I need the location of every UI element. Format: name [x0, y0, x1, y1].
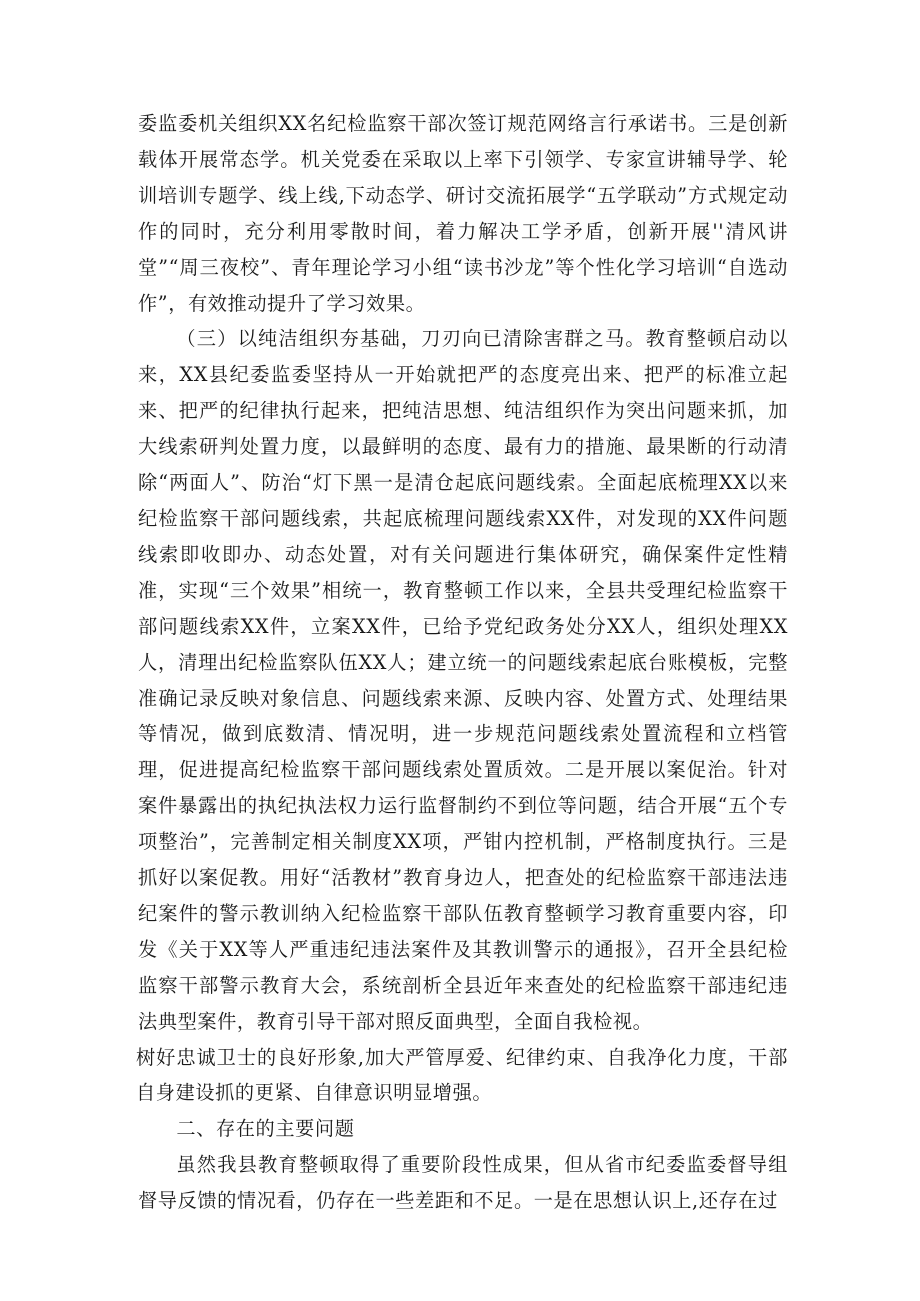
- paragraph-continuation: 委监委机关组织XX名纪检监察干部次签订规范网络言行承诺书。三是创新载体开展常态学。机关党委在采取以上率下引领学、专家宣讲辅导学、轮训培训专题学、线上线,下动态学、研讨交流拓展学“五学联动”方式规定动作的同时，充分利用零散时间，着力解决工学矛盾，创新开展''清风讲堂”“周三夜校”、青年理论学习小组“读书沙龙”等个性化学习培训“自选动作”，有效推动提升了学习效果。: [138, 112, 788, 315]
- section-heading: 二、存在的主要问题: [176, 1117, 355, 1141]
- document-body: [138, 106, 788, 1219]
- paragraph-final: 虽然我县教育整顿取得了重要阶段性成果，但从省市纪委监委督导组督导反馈的情况看，仍存在一些差距和不足。一是在思想认识上,还存在过: [138, 1153, 788, 1213]
- paragraph-section-three: （三）以纯洁组织夯基础，刀刃向已清除害群之马。教育整顿启动以来，XX县纪委监委坚持从一开始就把严的态度亮出来、把严的标准立起来、把严的纪律执行起来，把纯洁思想、纯洁组织作为突出问题来抓，加大线索研判处置力度，以最鲜明的态度、最有力的措施、最果断的行动清除“两面人”、防治“灯下黑一是清仓起底问题线索。全面起底梳理XX以来纪检监察干部问题线索，共起底梳理问题线索XX件，对发现的XX件问题线索即收即办、动态处置，对有关问题进行集体研究，确保案件定性精准，实现“三个效果”相统一，教育整顿工作以来，全县共受理纪检监察干部问题线索XX件，立案XX件，已给予党纪政务处分XX人，组织处理XX人，清理出纪检监察队伍XX人；建立统一的问题线索起底台账模板，完整准确记录反映对象信息、问题线索来源、反映内容、处置方式、处理结果等情况，做到底数清、情况明，进一步规范问题线索处置流程和立档管理，促进提高纪检监察干部问题线索处置质效。二是开展以案促治。针对案件暴露出的执纪执法权力运行监督制约不到位等问题，结合开展“五个专项整治”，完善制定相关制度XX项，严钳内控机制，严格制度执行。三是抓好以案促教。用好“活教材”教育身边人，把查处的纪检监察干部违法违纪案件的警示教训纳入纪检监察干部队伍教育整顿学习教育重要内容，印发《关于XX等人严重违纪违法案件及其教训警示的通报》，召开全县纪检监察干部警示教育大会，系统剖析全县近年来查处的纪检监察干部违纪违法典型案件，教育引导干部对照反面典型，全面自我检视。: [138, 327, 788, 1033]
- paragraph-fragment: 树好忠诚卫士的良好形象,加大严管厚爱、纪律约束、自我净化力度，干部自身建设抓的更紧、自律意识明显增强。: [136, 1045, 788, 1105]
